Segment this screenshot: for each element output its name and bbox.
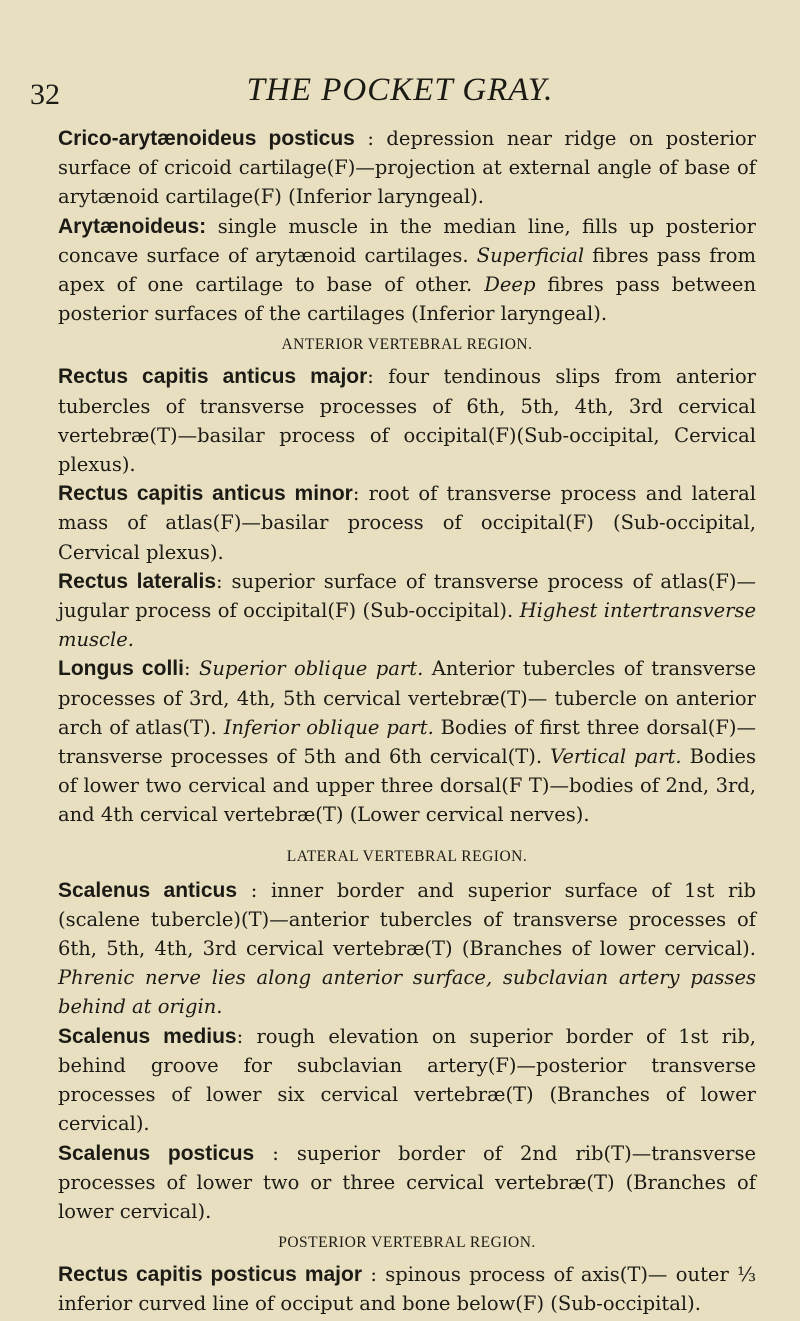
muscle-description: : [183,657,200,681]
page-body [58,124,756,1319]
muscle-description: Bodies of lower two cervical and upper three dorsal(F T)—bodies of 2nd, 3rd, and 4th cervical vertebræ(T) (Lower cervical nerves). [58,745,756,827]
section-heading-anterior: ANTERIOR VERTEBRAL REGION. [281,336,533,354]
italic-note: Phrenic nerve lies along anterior surface, subclavian artery passes behind at origin. [58,966,756,1019]
muscle-description: : superior border of 2nd rib(T)—transverse processes of lower two or three cervical vertebræ(T) (Branches of lower cervical). [58,1141,756,1223]
entry-crico-arytaenoideus-posticus [58,124,756,212]
section-heading-posterior: POSTERIOR VERTEBRAL REGION. [278,1234,536,1252]
italic-note: Inferior oblique part. [223,715,434,739]
muscle-description: single muscle in the median line, fills up posterior concave surface of arytænoid cartilages. [58,214,756,267]
muscle-description: fibres pass between posterior surfaces of the cartilages (Inferior laryngeal). [58,273,756,326]
muscle-name: Scalenus medius [58,1024,237,1048]
muscle-description: Bodies of first three dorsal(F)—transverse processes of 5th and 6th cervical(T). [58,715,756,769]
entry-rectus-lateralis [58,567,756,655]
muscle-description: : rough elevation on superior border of 1st rib, behind groove for subclavian artery(F)—posterior transverse processes of lower six cervical vertebræ(T) (Branches of lower cervical). [58,1024,756,1136]
muscle-name: Longus colli [58,657,184,681]
entry-rectus-capitis-posticus-major [58,1260,756,1318]
entry-scalenus-anticus [58,876,756,1022]
muscle-name: Scalenus posticus [58,1141,255,1165]
muscle-description: fibres pass from apex of one cartilage to base of other. [58,243,756,297]
italic-note: Vertical part. [550,745,682,769]
entry-longus-colli [58,654,756,829]
entry-scalenus-posticus [58,1139,756,1227]
italic-note: Highest intertransverse muscle. [58,599,756,652]
italic-note: Superior oblique part. [199,657,424,681]
muscle-name: Rectus capitis anticus minor [58,482,353,506]
muscle-name: Rectus capitis anticus major [58,365,368,389]
muscle-description: : depression near ridge on posterior surface of cricoid cartilage(F)—projection at external angle of base of arytænoid cartilage(F) (Inferior laryngeal). [58,127,756,209]
italic-note: Superficial [476,243,585,267]
muscle-name: Scalenus anticus [58,878,238,902]
italic-note: Deep [484,273,536,297]
muscle-name: Arytænoideus: [58,214,207,238]
muscle-name: Crico-arytænoideus posticus [58,127,355,150]
entry-scalenus-medius [58,1022,756,1139]
muscle-description: Anterior tubercles of transverse processes of 3rd, 4th, 5th cervical vertebræ(T)— tubercle on anterior arch of atlas(T). [58,657,757,739]
muscle-description: : four tendinous slips from anterior tubercles of transverse processes of 6th, 5th, 4th, 3rd cervical vertebræ(T)—basilar process of occipital(F)(Sub-occipital, Cervical plexus). [58,365,757,477]
muscle-description: : spinous process of axis(T)— outer ⅓ inferior curved line of occiput and bone below(F) (Sub-occipital). [58,1263,757,1316]
muscle-description: : inner border and superior surface of 1st rib (scalene tubercle)(T)—anterior tubercles of transverse processes of 6th, 5th, 4th, 3rd cervical vertebræ(T) (Branches of lower cervical). [58,878,756,961]
entry-arytaenoideus [58,212,756,329]
section-heading-lateral: LATERAL VERTEBRAL REGION. [286,847,528,865]
entry-rectus-capitis-anticus-major [58,362,756,479]
muscle-name: Rectus lateralis [58,569,217,593]
entry-rectus-capitis-anticus-minor [58,479,756,567]
muscle-description: : root of transverse process and lateral mass of atlas(F)—basilar process of occipital(F) (Sub-occipital, Cervical plexus). [58,482,756,564]
running-title: THE POCKET GRAY. [246,72,554,108]
page-number: 32 [30,78,60,111]
muscle-name: Rectus capitis posticus major [58,1263,363,1287]
muscle-description: : superior surface of transverse process of atlas(F)—jugular process of occipital(F) (Sub-occipital). [58,569,756,623]
